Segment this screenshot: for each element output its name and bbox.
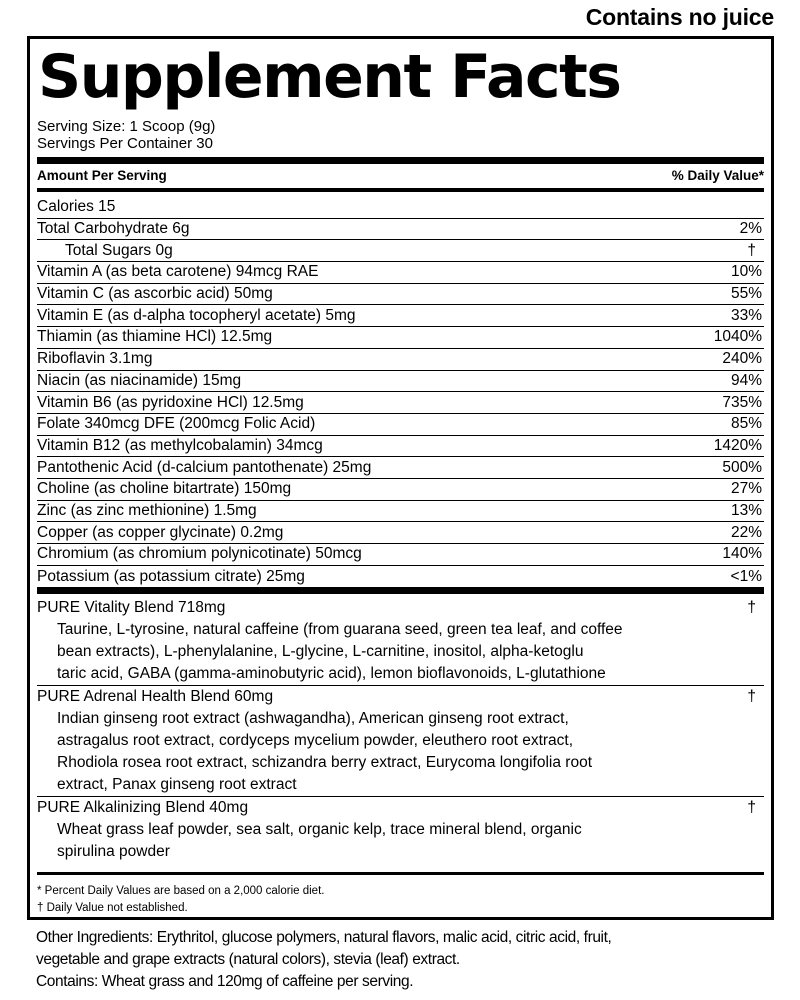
blend-list	[37, 594, 764, 863]
nutrient-value: 13%	[730, 501, 762, 519]
nutrient-row	[37, 544, 764, 566]
blend-ingredients-line: bean extracts), L-phenylalanine, L-glycine, L-carnitine, inositol, alpha-ketoglu	[57, 643, 584, 661]
blend-name: PURE Alkalinizing Blend 40mg	[37, 799, 249, 817]
table-header	[37, 164, 764, 188]
nutrient-value: 55%	[730, 285, 762, 303]
blend-daily-value: †	[747, 799, 756, 817]
nutrient-label: Calories 15	[37, 198, 116, 216]
nutrient-label: Vitamin E (as d-alpha tocopheryl acetate) 5mg	[37, 306, 356, 324]
footnote-not-established: † Daily Value not established.	[37, 902, 188, 915]
nutrient-label: Zinc (as zinc methionine) 1.5mg	[37, 501, 257, 519]
divider-thick	[37, 157, 764, 164]
nutrient-row	[37, 392, 764, 414]
footnotes	[37, 872, 764, 917]
nutrient-value: 22%	[730, 523, 762, 541]
blend-name: PURE Vitality Blend 718mg	[37, 599, 226, 617]
nutrient-row	[37, 371, 764, 393]
nutrient-value: 240%	[722, 350, 762, 368]
nutrient-label: Total Sugars 0g	[65, 241, 173, 259]
panel-title: Supplement Facts	[38, 42, 621, 112]
blend-ingredients-line: Wheat grass leaf powder, sea salt, organic kelp, trace mineral blend, organic	[57, 821, 582, 839]
blend-daily-value: †	[747, 688, 756, 706]
divider-thick-lower	[37, 587, 764, 594]
nutrient-value: 140%	[722, 545, 762, 563]
blend-adrenal-health	[37, 686, 764, 797]
nutrient-label: Vitamin B6 (as pyridoxine HCl) 12.5mg	[37, 393, 304, 411]
servings-per-container: Servings Per Container 30	[37, 135, 213, 152]
nutrient-row	[37, 305, 764, 327]
nutrient-row	[37, 240, 764, 262]
contains-statement: Contains: Wheat grass and 120mg of caffeine per serving.	[36, 973, 414, 990]
nutrient-label: Potassium (as potassium citrate) 25mg	[37, 567, 305, 585]
blend-header	[37, 597, 764, 619]
nutrient-row	[37, 479, 764, 501]
nutrient-label: Copper (as copper glycinate) 0.2mg	[37, 523, 284, 541]
blend-ingredients	[37, 708, 764, 796]
nutrient-label: Pantothenic Acid (d-calcium pantothenate) 25mg	[37, 458, 372, 476]
nutrient-label: Niacin (as niacinamide) 15mg	[37, 371, 242, 389]
blend-ingredients-line: astragalus root extract, cordyceps mycelium powder, eleuthero root extract,	[57, 732, 574, 750]
header-daily-value: % Daily Value*	[671, 168, 764, 183]
nutrient-value: 500%	[722, 458, 762, 476]
nutrient-label: Thiamin (as thiamine HCl) 12.5mg	[37, 328, 273, 346]
nutrient-row	[37, 349, 764, 371]
blend-ingredients-line: Taurine, L-tyrosine, natural caffeine (from guarana seed, green tea leaf, and coffee	[57, 621, 623, 639]
nutrient-row	[37, 262, 764, 284]
other-ingredients-line: vegetable and grape extracts (natural colors), stevia (leaf) extract.	[36, 951, 460, 968]
nutrient-label: Chromium (as chromium polynicotinate) 50mcg	[37, 545, 362, 563]
blend-header	[37, 797, 764, 819]
nutrient-label: Folate 340mcg DFE (200mcg Folic Acid)	[37, 415, 316, 433]
blend-daily-value: †	[747, 599, 756, 617]
nutrient-label: Vitamin B12 (as methylcobalamin) 34mcg	[37, 436, 323, 454]
other-ingredients-line: Other Ingredients: Erythritol, glucose polymers, natural flavors, malic acid, citric acid, fruit,	[36, 929, 612, 946]
nutrient-value: <1%	[730, 567, 762, 585]
nutrient-value: 27%	[730, 480, 762, 498]
footnote-daily-values: * Percent Daily Values are based on a 2,000 calorie diet.	[37, 885, 325, 898]
nutrient-value: 1420%	[713, 436, 762, 454]
header-amount-per-serving: Amount Per Serving	[37, 168, 167, 183]
nutrient-row	[37, 501, 764, 523]
nutrient-value: 1040%	[713, 328, 762, 346]
blend-ingredients-line: Indian ginseng root extract (ashwagandha), American ginseng root extract,	[57, 710, 569, 728]
supplement-facts-panel	[27, 36, 774, 920]
nutrient-value: 2%	[739, 220, 762, 238]
blend-ingredients	[37, 619, 764, 685]
nutrient-value: 85%	[730, 415, 762, 433]
nutrient-row	[37, 522, 764, 544]
other-ingredients	[36, 927, 776, 993]
nutrient-value: 10%	[730, 263, 762, 281]
nutrient-row	[37, 197, 764, 219]
nutrient-list	[37, 192, 764, 587]
nutrient-row	[37, 327, 764, 349]
nutrient-value: †	[747, 241, 756, 259]
nutrient-value: 735%	[722, 393, 762, 411]
nutrient-row	[37, 566, 764, 588]
nutrient-row	[37, 457, 764, 479]
nutrient-label: Choline (as choline bitartrate) 150mg	[37, 480, 292, 498]
blend-ingredients-line: spirulina powder	[57, 843, 170, 861]
nutrient-label: Vitamin A (as beta carotene) 94mcg RAE	[37, 263, 319, 281]
contains-no-juice-note: Contains no juice	[585, 4, 774, 30]
serving-size: Serving Size: 1 Scoop (9g)	[37, 118, 216, 135]
nutrient-row	[37, 284, 764, 306]
nutrient-value: 33%	[730, 306, 762, 324]
nutrient-row	[37, 219, 764, 241]
nutrient-label: Riboflavin 3.1mg	[37, 350, 153, 368]
blend-ingredients	[37, 819, 764, 863]
nutrient-row	[37, 414, 764, 436]
blend-header	[37, 686, 764, 708]
nutrient-label: Vitamin C (as ascorbic acid) 50mg	[37, 285, 273, 303]
blend-ingredients-line: Rhodiola rosea root extract, schizandra berry extract, Eurycoma longifolia root	[57, 754, 592, 772]
nutrient-row	[37, 436, 764, 458]
blend-ingredients-line: extract, Panax ginseng root extract	[57, 776, 297, 794]
blend-alkalinizing	[37, 797, 764, 863]
blend-vitality	[37, 597, 764, 686]
blend-name: PURE Adrenal Health Blend 60mg	[37, 688, 274, 706]
blend-ingredients-line: taric acid, GABA (gamma-aminobutyric acid), lemon bioflavonoids, L-glutathione	[57, 665, 606, 683]
nutrient-label: Total Carbohydrate 6g	[37, 220, 190, 238]
nutrient-value: 94%	[730, 371, 762, 389]
